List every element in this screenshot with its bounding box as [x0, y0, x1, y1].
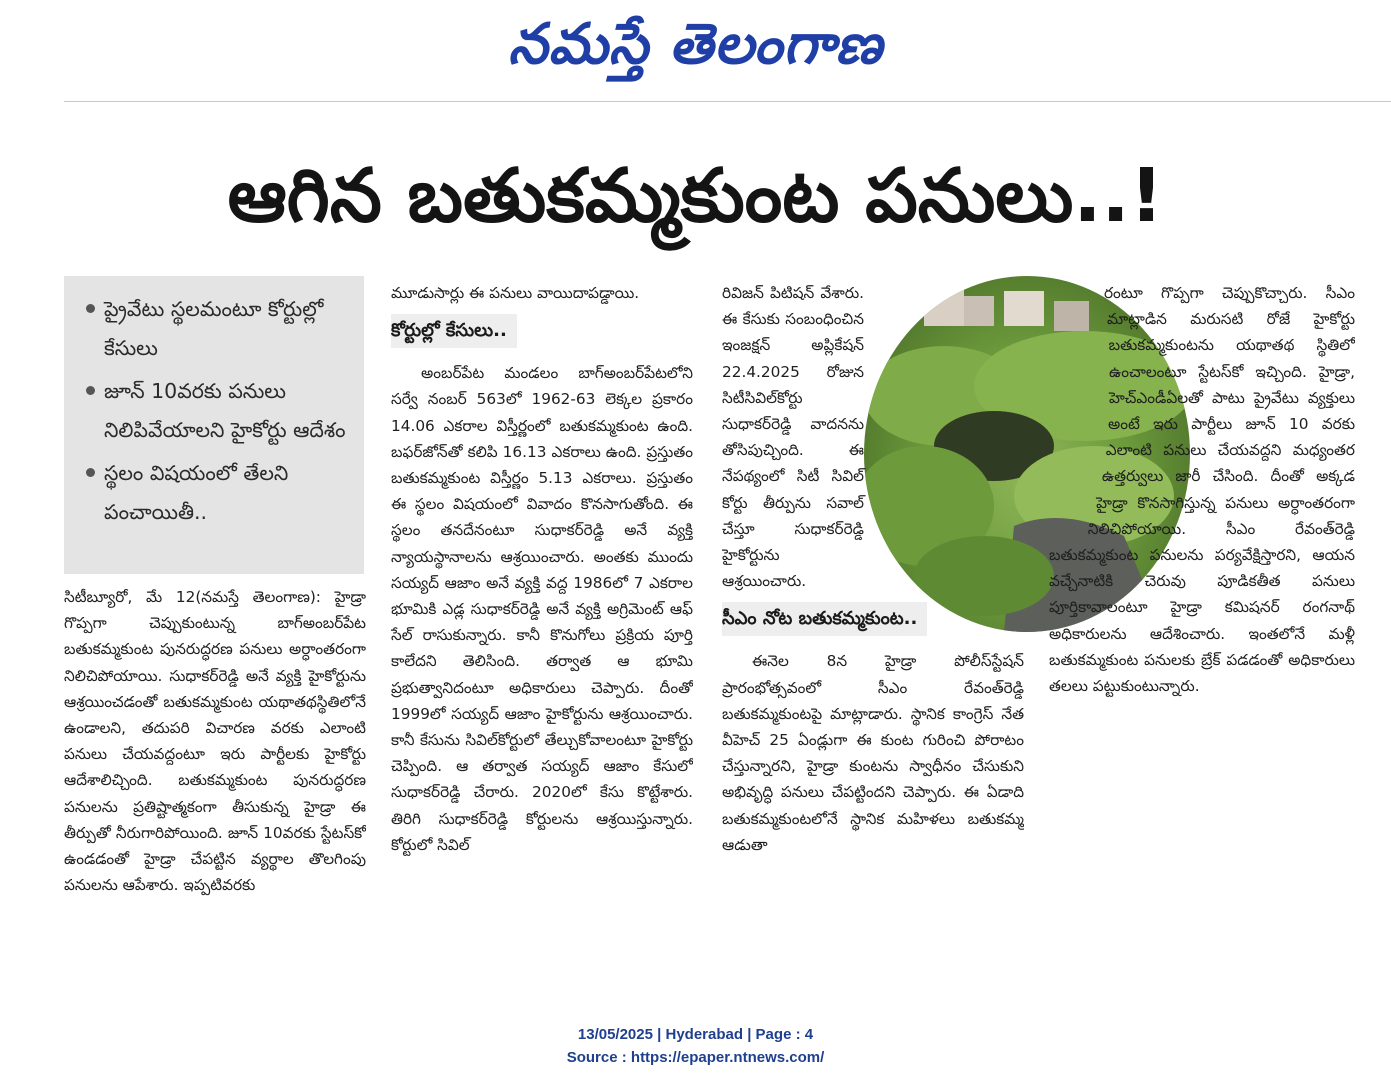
article-paragraph: రంటూ గొప్పగా చెప్పుకొచ్చారు. సీఎం మాట్లాడిన మరుసటి రోజే హైకోర్టు బతుకమ్మకుంటను యథాతథ స్థితిలో ఉంచాలంటూ స్టేటస్‌కో ఇచ్చింది. హైడ్రా, హెచ్‌ఎండీఏలతో పాటు ప్రైవేటు వ్యక్తులు అంటే ఇరు పార్టీలు జూన్ 10 వరకు ఎలాంటి పనులు చేయవద్దని మధ్యంతర ఉత్తర్వులు జారీ చేసింది. దీంతో అక్కడ హైడ్రా కొనసాగిస్తున్న పనులు అర్ధాంతరంగా నిలిచిపోయాయి. సీఎం రేవంత్‌రెడ్డి బతుకమ్మకుంట పనులను పర్యవేక్షిస్తారని, ఆయన వచ్చేనాటికి చెరువు పూడికతీత పనులు పూర్తికావాలంటూ హైడ్రా కమిషనర్ రంగనాథ్ అధికారులను ఆదేశించారు. ఇంతలోనే మళ్లీ బతుకమ్మకుంట పనులకు బ్రేక్ పడడంతో అధికారులు తలలు పట్టుకుంటున్నారు. — [1049, 284, 1355, 696]
article-column-1 — [64, 584, 366, 944]
masthead-logo[interactable]: నమస్తే తెలంగాణ — [508, 12, 883, 77]
highlight-item: జూన్ 10వరకు పనులు నిలిపివేయాలని హైకోర్టు ఆదేశం — [84, 372, 354, 450]
source-link[interactable]: Source : https://epaper.ntnews.com/ — [566, 1049, 825, 1066]
article-paragraph: మూడుసార్లు ఈ పనులు వాయిదాపడ్డాయి. — [391, 284, 640, 302]
highlights-box — [64, 276, 364, 574]
section-subhead: సీఎం నోట బతుకమ్మకుంట.. — [722, 602, 927, 636]
article-paragraph: అంబర్‌పేట మండలం బాగ్‌అంబర్‌పేటలోని సర్వే నంబర్ 563లో 1962-63 లెక్కల ప్రకారం 14.06 ఎకరాల విస్తీర్ణంలో బతుకమ్మకుంట ఉంది. బఫర్‌జోన్‌తో కలిపి 16.13 ఎకరాలు ఉంది. ప్రస్తుతం బతుకమ్మకుంట విస్తీర్ణం 5.13 ఎకరాలు. ప్రస్తుతం ఈ స్థలం విషయంలో వివాదం కొనసాగుతోంది. ఈ స్థలం తనదేనంటూ సుధాకర్‌రెడ్డి అనే వ్యక్తి న్యాయస్థానాలను ఆశ్రయించారు. అంతకు ముందు సయ్యద్ ఆజాం అనే వ్యక్తి వద్ద 1986లో 7 ఎకరాల భూమికి ఎడ్ల సుధాకర్‌రెడ్డి అనే వ్యక్తి అగ్రిమెంట్ ఆఫ్ సేల్ రాసుకున్నారు. కానీ కొనుగోలు ప్రక్రియ పూర్తి కాలేదని తెలిసింది. తర్వాత ఆ భూమి ప్రభుత్వానిదంటూ అధికారులు చెప్పారు. దీంతో 1999లో సయ్యద్ ఆజాం హైకోర్టును ఆశ్రయించారు. కానీ కేసును సివిల్‌కోర్టులో తేల్చుకోవాలంటూ హైకోర్టు చెప్పింది. ఆ తర్వాత సయ్యద్ ఆజాం కేసులో సుధాకర్‌రెడ్డి చేరారు. 2020లో కేసు కొట్టేశారు. తిరిగి సుధాకర్‌రెడ్డి కోర్టులను ఆశ్రయిస్తున్నారు. కోర్టులో సివిల్ — [391, 364, 693, 854]
highlight-item: స్థలం విషయంలో తేలని పంచాయితీ.. — [84, 454, 354, 532]
article-headline: ఆగిన బతుకమ్మకుంట పనులు..! — [227, 153, 1164, 239]
article-column-2 — [391, 280, 693, 944]
article-paragraph: ఈనెల 8న హైడ్రా పోలీస్‌స్టేషన్ ప్రారంభోత్సవంలో సీఎం రేవంత్‌రెడ్డి బతుకమ్మకుంటపై మాట్లాడారు. స్థానిక కాంగ్రెస్ నేత వీహెచ్ 25 ఏండ్లుగా ఈ కుంట గురించి పోరాటం చేస్తున్నారని, హైడ్రా కుంటను స్వాధీనం చేసుకుని అభివృద్ధి పనులు చేపట్టిందని చెప్పారు. ఈ ఏడాది బతుకమ్మకుంటలోనే స్థానిక మహిళలు బతుకమ్మ ఆడుతా — [722, 652, 1024, 854]
article-paragraph: సిటీబ్యూరో, మే 12(నమస్తే తెలంగాణ): హైడ్రా గొప్పగా చెప్పుకుంటున్న బాగ్‌అంబర్‌పేట బతుకమ్మకుంట పునరుద్ధరణ పనులు అర్ధాంతరంగా నిలిచిపోయాయి. సుధాకర్‌రెడ్డి అనే వ్యక్తి హైకోర్టును ఆశ్రయించడంతో బతుకమ్మకుంట యథాతథస్థితిలోనే ఉండాలని, తదుపరి విచారణ వరకు ఎలాంటి పనులు చేయవద్దంటూ ఇరు పార్టీలకు హైకోర్టు ఆదేశాలిచ్చింది. బతుకమ్మకుంట పునరుద్ధరణ పనులను ప్రతిష్టాత్మకంగా తీసుకున్న హైడ్రా ఈ తీర్పుతో నీరుగారిపోయింది. జూన్ 10వరకు స్టేటస్‌కో ఉండడంతో హైడ్రా చేపట్టిన వ్యర్థాల తొలగింపు పనులను ఆపేశారు. ఇప్పటివరకు — [64, 588, 366, 895]
article-column-4 — [1049, 280, 1355, 944]
article-paragraph: రివిజన్ పిటిషన్ వేశారు. ఈ కేసుకు సంబంధించిన ఇంజక్షన్ అప్లికేషన్ 22.4.2025 రోజున సిటీసివిల్‌కోర్టు సుధాకర్‌రెడ్డి వాదనను తోసిపుచ్చింది. ఈ నేపథ్యంలో సిటీ సివిల్ కోర్టు తీర్పును సవాల్ చేస్తూ సుధాకర్‌రెడ్డి హైకోర్టును ఆశ్రయించారు. — [722, 284, 864, 591]
section-subhead: కోర్టుల్లో కేసులు.. — [391, 314, 517, 348]
highlight-item: ప్రైవేటు స్థలమంటూ కోర్టుల్లో కేసులు — [84, 290, 354, 368]
page-info: 13/05/2025 | Hyderabad | Page : 4 — [577, 1026, 814, 1043]
highlights-list — [64, 276, 364, 532]
article-column-3 — [722, 280, 1024, 944]
masthead-divider — [64, 101, 1391, 102]
